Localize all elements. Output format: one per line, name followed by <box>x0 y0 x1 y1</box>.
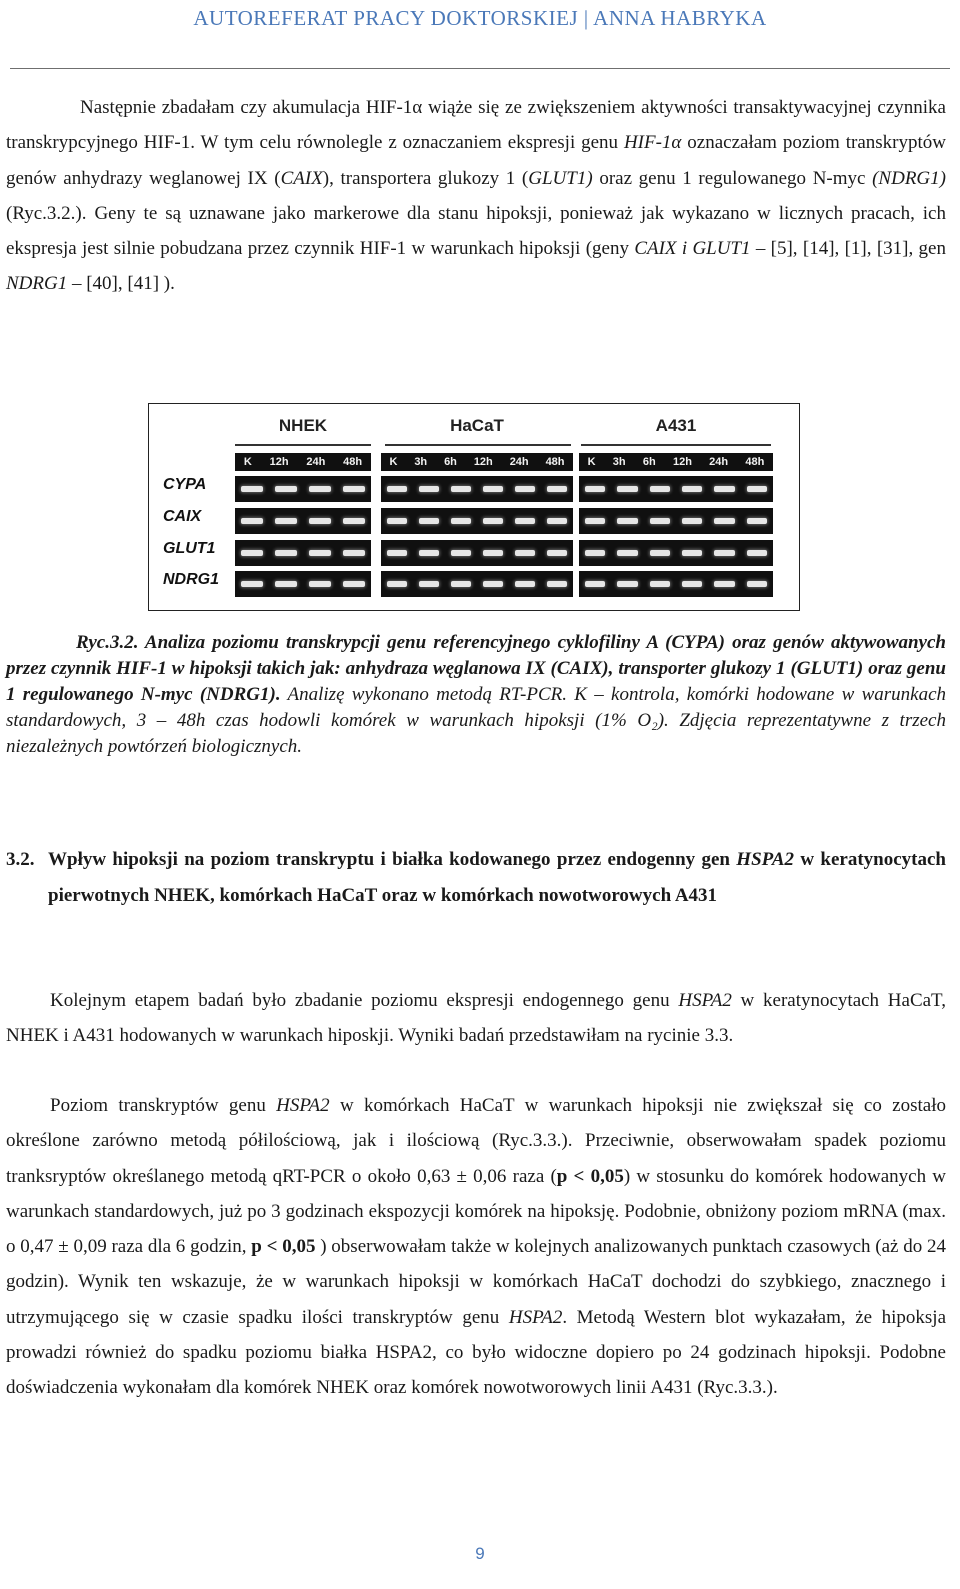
gel-band <box>650 486 670 492</box>
gel-band <box>547 550 567 556</box>
gel-band <box>682 518 702 524</box>
page-number: 9 <box>475 1544 485 1563</box>
gel-band <box>387 518 407 524</box>
gel-band <box>275 581 296 587</box>
gel-band <box>585 581 605 587</box>
gel-band <box>617 550 637 556</box>
gel-band <box>343 581 364 587</box>
gel-band <box>547 486 567 492</box>
gel-band <box>451 486 471 492</box>
gel-band <box>682 486 702 492</box>
gel-band <box>241 518 262 524</box>
gel-band <box>714 518 734 524</box>
rt-pcr-gel-figure <box>148 403 800 611</box>
gel-band <box>309 550 330 556</box>
gel-band <box>585 518 605 524</box>
lane-label: 3h <box>612 456 626 468</box>
gel-band <box>747 581 767 587</box>
lane-label: 3h <box>414 456 428 468</box>
gel-band <box>275 550 296 556</box>
gel-band <box>241 550 262 556</box>
gel-band <box>309 581 330 587</box>
gel-band <box>451 518 471 524</box>
gel-glut1-a431 <box>579 540 773 566</box>
gel-band <box>275 518 296 524</box>
gel-ndrg1-nhek <box>235 571 371 597</box>
lane-label: 24h <box>709 456 729 468</box>
lane-label: 6h <box>642 456 656 468</box>
gel-band <box>650 550 670 556</box>
gel-band <box>682 550 702 556</box>
lane-label: 12h <box>473 456 493 468</box>
gel-cypa-a431 <box>579 476 773 502</box>
lane-label: 6h <box>444 456 457 468</box>
gene-label-cypa: CYPA <box>163 476 207 493</box>
section-title: Wpływ hipoksji na poziom transkryptu i białka kodowanego przez endogenny gen HSPA2 w keratynocytach pierwotnych NHEK, komórkach HaCaT oraz w komórkach nowotworowych A431 <box>48 849 946 906</box>
gel-band <box>515 486 535 492</box>
paragraph-hspa2-intro: Kolejnym etapem badań było zbadanie poziomu ekspresji endogennego genu HSPA2 w keratynocytach HaCaT, NHEK i A431 hodowanych w warunkach hiposkji. Wyniki badań przedstawiłam na rycinie 3.3. <box>6 990 946 1047</box>
lane-labels-hacat <box>381 453 573 471</box>
group-label-nhek: NHEK <box>278 416 328 435</box>
lane-label: 48h <box>545 456 565 468</box>
lane-labels-a431 <box>579 453 773 471</box>
gel-band <box>419 550 439 556</box>
lane-labels-nhek <box>235 453 371 471</box>
gel-band <box>451 581 471 587</box>
gel-band <box>483 581 503 587</box>
caption-label: Ryc.3.2. <box>76 632 139 653</box>
gel-band <box>747 518 767 524</box>
gel-band <box>387 486 407 492</box>
gel-band <box>451 550 471 556</box>
gel-band <box>419 486 439 492</box>
gel-band <box>585 486 605 492</box>
gel-band <box>343 550 364 556</box>
gel-band <box>483 486 503 492</box>
lane-label: 24h <box>306 456 326 468</box>
gel-band <box>547 581 567 587</box>
figure-caption <box>6 630 946 760</box>
paragraph-hspa2-results: Poziom transkryptów genu HSPA2 w komórkach HaCaT w warunkach hipoksji nie zwiększał się co zostało określone zarówno metodą półilościową, jak i ilościową (Ryc.3.3.). Przeciwnie, obserwowałam spadek poziomu tranksryptów określanego metodą qRT-PCR o około 0,63 ± 0,06 raza (p < 0,05) w stosunku do komórek hodowanych w warunkach standardowych, już po 3 godzinach ekspozycji komórek na hipoksję. Podobnie, obniżony poziom mRNA (max. o 0,47 ± 0,09 raza dla 6 godzin, p < 0,05 ) obserwowałam także w kolejnych analizowanych punktach czasowych (aż do 24 godzin). Wynik ten wskazuje, że w warunkach hipoksji w komórkach HaCaT dochodzi do szybkiego, znacznego i utrzymującego się w czasie spadku ilości transkryptów genu HSPA2. Metodą Western blot wykazałam, że hipoksja prowadzi również do spadku poziomu białka HSPA2, co było widoczne dopiero po 24 godzinach hipoksji. Podobne doświadczenia wykonałam dla komórek NHEK oraz komórek nowotworowych linii A431 (Ryc.3.3.). <box>6 1095 947 1399</box>
gel-band <box>617 518 637 524</box>
gel-band <box>419 518 439 524</box>
gel-caix-a431 <box>579 508 773 534</box>
group-label-a431: A431 <box>655 416 697 435</box>
gene-label-glut1: GLUT1 <box>163 540 216 557</box>
gel-band <box>650 581 670 587</box>
gene-label-ndrg1: NDRG1 <box>163 571 220 588</box>
gel-band <box>714 550 734 556</box>
gel-band <box>714 486 734 492</box>
gel-band <box>483 518 503 524</box>
gel-band <box>309 486 330 492</box>
gel-band <box>617 486 637 492</box>
lane-label: 12h <box>672 456 692 468</box>
group-label-hacat: HaCaT <box>450 416 504 435</box>
gel-cypa-hacat <box>381 476 573 502</box>
lane-label: K <box>389 456 398 468</box>
gel-band <box>682 581 702 587</box>
gel-band <box>241 486 262 492</box>
lane-label: 12h <box>269 456 289 468</box>
group-underline <box>385 444 571 446</box>
gel-cypa-nhek <box>235 476 371 502</box>
gel-band <box>275 486 296 492</box>
gel-band <box>343 486 364 492</box>
gel-band <box>419 581 439 587</box>
caption-bold: Analiza poziomu transkrypcji genu referencyjnego cyklofiliny A (CYPA) oraz genów aktywowanych przez czynnik HIF-1 w hipoksji takich jak: anhydraza węglanowa IX (CAIX), transporter glukozy 1 (GLUT1) oraz genu 1 regulowanego N-myc (NDRG1). <box>6 632 946 705</box>
caption-text: Analizę wykonano metodą RT-PCR. K – kontrola, komórki hodowane w warunkach standardowych, 3 – 48h czas hodowli komórek w warunkach hipoksji (1% O₂). Zdjęcia reprezentatywne z trzech niezależnych powtórzeń biologicznych. <box>6 684 946 757</box>
group-underline <box>235 444 371 446</box>
gel-band <box>241 581 262 587</box>
gel-band <box>650 518 670 524</box>
lane-label: 24h <box>509 456 529 468</box>
paragraph-hif1: Następnie zbadałam czy akumulacja HIF-1α wiąże się ze zwiększeniem aktywności transaktywacyjnej czynnika transkrypcyjnego HIF-1. W tym celu równolegle z oznaczaniem ekspresji genu HIF-1α oznaczałam poziom transkryptów genów anhydrazy weglanowej IX (CAIX), transportera glukozy 1 (GLUT1) oraz genu 1 regulowanego N-myc (NDRG1) (Ryc.3.2.). Geny te są uznawane jako markerowe dla stanu hipoksji, ponieważ jak wykazano w licznych pracach, ich ekspresja jest silnie pobudzana przez czynnik HIF-1 w warunkach hipoksji (geny CAIX i GLUT1 – [5], [14], [1], [31], gen NDRG1 – [40], [41] ). <box>6 97 946 295</box>
gel-caix-hacat <box>381 508 573 534</box>
section-number: 3.2. <box>6 849 35 870</box>
group-underline <box>581 444 771 446</box>
gel-band <box>617 581 637 587</box>
page-header: AUTOREFERAT PRACY DOKTORSKIEJ | ANNA HABRYKA <box>193 6 767 30</box>
gel-caix-nhek <box>235 508 371 534</box>
gel-band <box>747 486 767 492</box>
gel-band <box>387 550 407 556</box>
gel-band <box>585 550 605 556</box>
gel-band <box>515 550 535 556</box>
lane-label: 48h <box>343 456 363 468</box>
gel-band <box>387 581 407 587</box>
gel-band <box>547 518 567 524</box>
gel-band <box>714 581 734 587</box>
gel-band <box>343 518 364 524</box>
gene-label-caix: CAIX <box>163 508 202 525</box>
gel-band <box>747 550 767 556</box>
lane-label: K <box>243 456 252 468</box>
gel-band <box>515 581 535 587</box>
gel-band <box>309 518 330 524</box>
gel-band <box>483 550 503 556</box>
gel-ndrg1-a431 <box>579 571 773 597</box>
lane-label: 48h <box>745 456 765 468</box>
header-divider <box>10 68 950 69</box>
gel-ndrg1-hacat <box>381 571 573 597</box>
lane-label: K <box>587 456 596 468</box>
gel-glut1-nhek <box>235 540 371 566</box>
gel-glut1-hacat <box>381 540 573 566</box>
gel-band <box>515 518 535 524</box>
